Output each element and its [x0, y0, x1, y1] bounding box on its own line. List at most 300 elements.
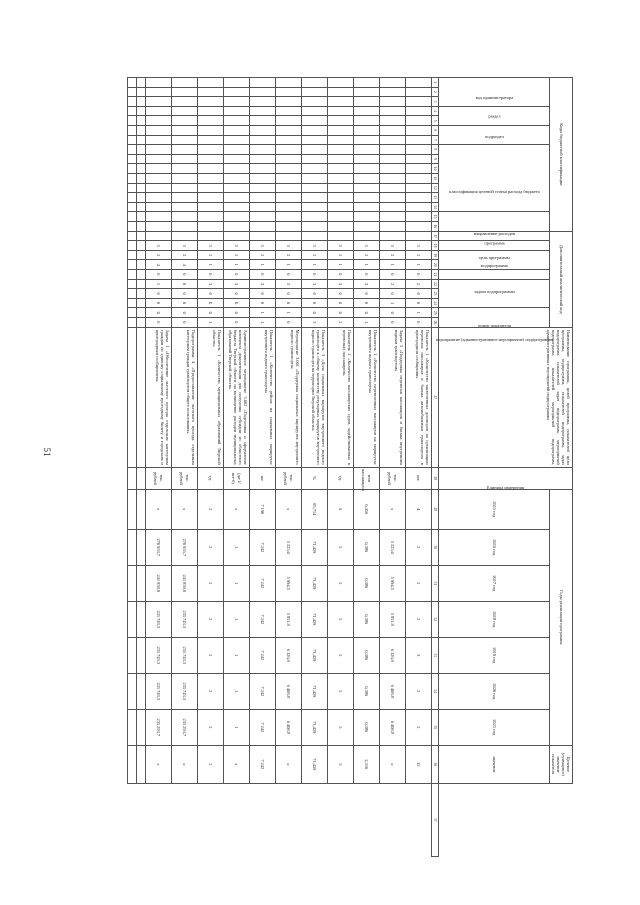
code-cell [354, 212, 380, 222]
year-value: 71,429 [302, 601, 328, 637]
year-value: 270 953,7 [172, 529, 198, 565]
code-cell: 0 [328, 270, 354, 280]
empty-cell [137, 154, 146, 164]
code-cell [354, 193, 380, 203]
code-cell [302, 173, 328, 183]
year-value: 5 851,9 [380, 601, 406, 637]
code-cell [354, 116, 380, 126]
empty-cell [128, 529, 137, 565]
code-cell [380, 106, 406, 116]
code-cell: 1 [250, 308, 276, 318]
code-cell [354, 106, 380, 116]
code-cell [406, 202, 432, 212]
code-cell [276, 212, 302, 222]
column-number: 4 [432, 106, 439, 116]
code-cell [354, 221, 380, 231]
table-row [302, 78, 328, 857]
empty-cell [137, 87, 146, 97]
year-value: 0,386 [354, 673, 380, 709]
budget-sub-0 [439, 78, 550, 107]
code-cell: 4 [172, 260, 198, 270]
code-cell [354, 145, 380, 155]
code-cell [172, 183, 198, 193]
code-cell [224, 231, 250, 241]
code-cell: 1 [146, 279, 172, 289]
row-unit: тыс. рублей [172, 467, 198, 489]
empty-cell [137, 173, 146, 183]
unit-column-header-text: Единица измерения [487, 484, 524, 490]
year-value: 241 859,9 [146, 565, 172, 601]
column-number: 10 [432, 164, 439, 174]
year-value: 5 851,9 [276, 601, 302, 637]
year-label-6: 2021 год [439, 709, 550, 745]
empty-cell [137, 125, 146, 135]
code-cell [198, 173, 224, 183]
empty-cell [128, 260, 137, 270]
code-cell [146, 202, 172, 212]
year-value: 0,386 [354, 709, 380, 745]
empty-cell [137, 298, 146, 308]
budget-sub-2 [439, 125, 550, 144]
year-value: х [224, 489, 250, 529]
code-cell: 3 [302, 279, 328, 289]
empty-cell [137, 279, 146, 289]
year-value: 5 [328, 529, 354, 565]
empty-cell [137, 318, 146, 328]
code-cell [354, 173, 380, 183]
year-value: 71,429 [302, 673, 328, 709]
column-number: 3 [432, 97, 439, 107]
code-cell: 0 [354, 308, 380, 318]
year-value: 71,429 [302, 565, 328, 601]
code-cell: 0 [328, 308, 354, 318]
year-value: 5 525,0 [380, 529, 406, 565]
code-cell: 2 [302, 250, 328, 260]
code-cell [302, 164, 328, 174]
empty-cell [128, 231, 137, 241]
empty-cell [137, 529, 146, 565]
code-cell [302, 97, 328, 107]
column-number: 17 [432, 231, 439, 241]
code-cell [302, 221, 328, 231]
code-cell [302, 106, 328, 116]
analytic-sub-3 [439, 270, 550, 294]
code-cell: 1 [354, 318, 380, 328]
column-number: 24 [432, 298, 439, 308]
column-number: 25 [432, 308, 439, 318]
code-cell: 1 [250, 318, 276, 328]
code-cell [276, 78, 302, 88]
code-cell [328, 193, 354, 203]
code-cell: Б [224, 298, 250, 308]
empty-cell [137, 193, 146, 203]
code-cell: 2 [406, 279, 432, 289]
empty-cell [137, 308, 146, 318]
year-label-1: 2016 год [439, 529, 550, 565]
code-cell [224, 221, 250, 231]
year-value: 6 [328, 489, 354, 529]
code-cell [328, 202, 354, 212]
code-cell [172, 202, 198, 212]
empty-cell [137, 745, 146, 783]
code-cell: 0 [354, 270, 380, 280]
year-value: х [172, 489, 198, 529]
budget-sub-3-text: классификация целевой статьи расхода бюджета [448, 188, 540, 194]
empty-cell [137, 260, 146, 270]
code-cell [302, 193, 328, 203]
code-cell: 3 [276, 279, 302, 289]
row-unit: ед. [198, 467, 224, 489]
code-cell: Б [198, 298, 224, 308]
code-cell [302, 125, 328, 135]
budget-sub-1 [439, 106, 550, 125]
code-cell: 2 [276, 250, 302, 260]
budget-sub-1-text: раздел [487, 113, 501, 119]
row-unit: (да-1/нет-0) [224, 467, 250, 489]
year-value: 1 [224, 709, 250, 745]
code-cell [328, 78, 354, 88]
empty-cell [137, 106, 146, 116]
code-cell [224, 125, 250, 135]
code-cell: 0 [172, 279, 198, 289]
code-cell: 0 [172, 318, 198, 328]
column-number: 20 [432, 260, 439, 270]
row-target: 5 [328, 745, 354, 783]
code-cell [198, 183, 224, 193]
code-cell [276, 193, 302, 203]
code-cell: 2 [328, 318, 354, 328]
year-label-5: 2020 год [439, 673, 550, 709]
code-cell [380, 116, 406, 126]
code-cell [302, 87, 328, 97]
code-cell [224, 145, 250, 155]
code-cell: 0 [276, 318, 302, 328]
code-cell [406, 212, 432, 222]
empty-cell [128, 154, 137, 164]
column-number: 36 [432, 745, 439, 783]
code-cell [354, 135, 380, 145]
code-cell [172, 173, 198, 183]
code-cell: 0 [146, 289, 172, 299]
empty-cell [128, 183, 137, 193]
code-cell [380, 135, 406, 145]
empty-cell [137, 250, 146, 260]
table-row [146, 78, 172, 857]
code-cell: 2 [354, 250, 380, 260]
column-number: 6 [432, 125, 439, 135]
code-cell [172, 116, 198, 126]
year-value: 7 242 [250, 565, 276, 601]
code-cell: 0 [302, 308, 328, 318]
code-cell: 3 [224, 241, 250, 251]
year-value: х [146, 489, 172, 529]
year-value: 7 242 [250, 637, 276, 673]
year-value: х [380, 489, 406, 529]
year-value: 6 408,8 [380, 673, 406, 709]
row-target: 71,429 [302, 745, 328, 783]
column-number: 35 [432, 709, 439, 745]
code-cell [354, 97, 380, 107]
code-cell [198, 116, 224, 126]
empty-cell [137, 135, 146, 145]
empty-cell [137, 78, 146, 88]
year-value: 71,429 [302, 637, 328, 673]
column-number: 32 [432, 601, 439, 637]
code-cell [250, 221, 276, 231]
code-cell [328, 212, 354, 222]
row-name: Показатель 1 «Количество рейсов на социальных маршрутах внутреннего водного транспорта» [250, 327, 276, 467]
page-number: 51 [42, 447, 52, 457]
code-cell [172, 87, 198, 97]
code-cell [250, 193, 276, 203]
year-value: 1 [224, 601, 250, 637]
code-cell [172, 125, 198, 135]
year-value: 2 [198, 601, 224, 637]
year-value: 2 [198, 637, 224, 673]
row-target: 2,316 [354, 745, 380, 783]
code-cell [380, 145, 406, 155]
column-number: 21 [432, 270, 439, 280]
code-cell [250, 154, 276, 164]
column-number: 16 [432, 221, 439, 231]
code-cell [302, 231, 328, 241]
code-cell [328, 231, 354, 241]
code-cell [328, 106, 354, 116]
empty-cell [137, 183, 146, 193]
budget-sub-3 [439, 145, 550, 212]
code-cell: 1 [276, 308, 302, 318]
year-value: 7 242 [250, 601, 276, 637]
code-cell: 0 [198, 289, 224, 299]
code-cell: 2 [198, 250, 224, 260]
year-value: 235 743,3 [146, 673, 172, 709]
year-value: 71,429 [302, 709, 328, 745]
empty-cell [137, 637, 146, 673]
empty-cell [128, 709, 137, 745]
code-cell: 3 [328, 279, 354, 289]
code-cell [406, 183, 432, 193]
code-cell: 3 [354, 279, 380, 289]
code-cell: 1 [302, 260, 328, 270]
code-cell [250, 106, 276, 116]
column-number: 33 [432, 637, 439, 673]
code-cell [172, 106, 198, 116]
code-cell: 2 [172, 250, 198, 260]
code-cell: 3 [354, 241, 380, 251]
code-cell: 0 [172, 308, 198, 318]
analytic-sub-4-text: мероприятие (административное мероприятие) подпрограммы [435, 336, 553, 342]
code-cell [276, 106, 302, 116]
row-unit: % [302, 467, 328, 489]
year-value: 2 [198, 673, 224, 709]
year-value: 2 [198, 565, 224, 601]
analytic-sub-5 [439, 308, 550, 327]
column-number: 23 [432, 289, 439, 299]
year-value: 1 [224, 637, 250, 673]
code-cell [250, 97, 276, 107]
analytic-sub-2-text: подпрограмма [480, 262, 508, 268]
year-value: 241 859,9 [172, 565, 198, 601]
code-cell: 0 [198, 270, 224, 280]
code-cell: 1 [380, 260, 406, 270]
code-cell [302, 135, 328, 145]
code-cell: 0 [406, 289, 432, 299]
code-cell: 3 [302, 241, 328, 251]
year-value: 5 [328, 601, 354, 637]
table-row [172, 78, 198, 857]
code-cell: 0 [172, 270, 198, 280]
code-cell: 3 [198, 279, 224, 289]
column-number: 30 [432, 529, 439, 565]
table-row [328, 78, 354, 857]
empty-cell [128, 279, 137, 289]
code-cell: 0 [276, 298, 302, 308]
code-cell [224, 193, 250, 203]
code-cell: 0 [224, 270, 250, 280]
year-value: 7 242 [250, 529, 276, 565]
code-cell [328, 183, 354, 193]
row-target: 12 [406, 745, 432, 783]
code-cell [146, 154, 172, 164]
year-value: 5 [328, 673, 354, 709]
column-number: 12 [432, 183, 439, 193]
code-cell: 0 [224, 318, 250, 328]
code-cell: 1 [406, 308, 432, 318]
empty-cell [128, 97, 137, 107]
empty-cell [128, 164, 137, 174]
year-value: 2 [198, 489, 224, 529]
empty-cell [128, 145, 137, 155]
year-value: 2 [406, 709, 432, 745]
code-cell [406, 97, 432, 107]
code-cell: 3 [380, 241, 406, 251]
analytic-sub-2 [439, 250, 550, 269]
code-cell [276, 173, 302, 183]
budget-sub-4-text: направление расходов [473, 231, 515, 237]
empty-cell [137, 164, 146, 174]
code-cell: 1 [276, 260, 302, 270]
code-cell [224, 97, 250, 107]
code-cell [276, 87, 302, 97]
table-row [198, 78, 224, 857]
code-cell [146, 97, 172, 107]
year-value: 0,386 [354, 565, 380, 601]
row-target: х [276, 745, 302, 783]
code-cell: 0 [380, 289, 406, 299]
code-cell: 3 [172, 241, 198, 251]
budget-classification-header: Коды бюджетной классификации [550, 78, 573, 232]
code-cell [250, 183, 276, 193]
row-unit: тыс. рублей [380, 467, 406, 489]
year-value: 5 [328, 709, 354, 745]
code-cell [172, 97, 198, 107]
code-cell [380, 78, 406, 88]
code-cell: 0 [406, 270, 432, 280]
year-value: 235 293,7 [146, 709, 172, 745]
code-cell [224, 135, 250, 145]
code-cell: 0 [302, 289, 328, 299]
row-name: Административное мероприятие 3.002 «Подготовка и оформление комплекта документации для получения субсидии из областного бюджета Тверской области на возмещение расходов муниципальных образований Тверской области» [224, 327, 250, 467]
code-cell: 2 [250, 250, 276, 260]
table-row [276, 78, 302, 857]
row-target: 7 242 [250, 745, 276, 783]
row-unit: шт [250, 467, 276, 489]
code-cell: 1 [354, 260, 380, 270]
year-value: 6 126,9 [276, 637, 302, 673]
code-cell: 3 [224, 279, 250, 289]
code-cell [198, 154, 224, 164]
year-value: 5 994,5 [380, 565, 406, 601]
year-value: 235 743,3 [146, 601, 172, 637]
analytic-code-header: Дополнительный аналитический код [550, 231, 573, 327]
code-cell: 3 [250, 241, 276, 251]
row-target: х [380, 745, 406, 783]
code-cell [406, 154, 432, 164]
row-name: Показатель 1 «Количество муниципальных образований Тверской области» [198, 327, 224, 467]
code-cell [302, 202, 328, 212]
header-row-groups [550, 78, 573, 857]
code-cell [302, 145, 328, 155]
year-value: 0,386 [354, 601, 380, 637]
empty-cell [137, 116, 146, 126]
code-cell [276, 183, 302, 193]
code-cell: 0 [276, 270, 302, 280]
row-name: Задача 3 «Поддержка перевозок пассажиров и багажа внутренним водным транспортом» [380, 327, 406, 467]
code-cell [406, 221, 432, 231]
empty-cell [137, 241, 146, 251]
code-cell [172, 164, 198, 174]
code-cell [146, 193, 172, 203]
year-value: 85,714 [302, 489, 328, 529]
column-number: 2 [432, 87, 439, 97]
year-value: 4 [406, 489, 432, 529]
code-cell [406, 173, 432, 183]
code-cell [198, 212, 224, 222]
code-cell: 0 [354, 289, 380, 299]
code-cell [302, 78, 328, 88]
year-value: 235 293,7 [172, 709, 198, 745]
target-header: Целевое (суммарное) значение показателя [550, 745, 573, 783]
code-cell: 0 [146, 298, 172, 308]
year-value: 0,386 [354, 637, 380, 673]
column-number: 5 [432, 116, 439, 126]
code-cell [380, 87, 406, 97]
code-cell [224, 154, 250, 164]
code-cell [224, 173, 250, 183]
empty-cell [128, 327, 137, 467]
code-cell [198, 193, 224, 203]
empty-cell [128, 601, 137, 637]
code-cell [250, 78, 276, 88]
code-cell [224, 164, 250, 174]
code-cell [354, 87, 380, 97]
empty-cell [137, 231, 146, 241]
code-cell: 2 [380, 279, 406, 289]
code-cell [250, 173, 276, 183]
code-cell [250, 125, 276, 135]
code-cell [276, 164, 302, 174]
code-cell [198, 106, 224, 116]
year-value: 2 [198, 529, 224, 565]
year-value: 235 743,3 [172, 673, 198, 709]
year-value: 7 242 [250, 673, 276, 709]
code-cell [328, 116, 354, 126]
code-cell [380, 221, 406, 231]
code-cell [276, 202, 302, 212]
column-numbers-row [432, 78, 439, 857]
code-cell: 0 [250, 298, 276, 308]
year-value: 1 [224, 529, 250, 565]
